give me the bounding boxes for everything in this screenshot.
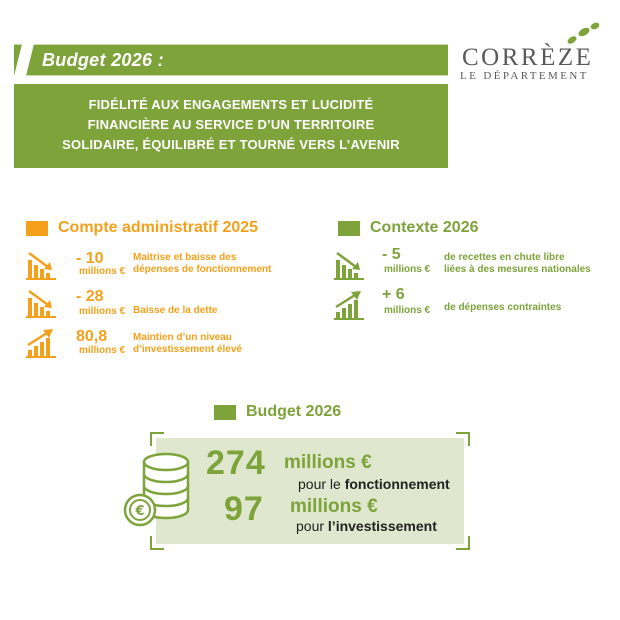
correze-logo bbox=[458, 20, 608, 90]
green-square bbox=[214, 405, 236, 420]
compte-title: Compte administratif 2025 bbox=[58, 219, 259, 236]
compte-desc bbox=[133, 305, 217, 317]
compte-heading bbox=[26, 219, 258, 237]
chart-down-icon bbox=[26, 250, 58, 280]
svg-text:€: € bbox=[135, 504, 145, 519]
budget-title: Budget 2026 bbox=[246, 403, 342, 420]
fonctionnement-desc bbox=[298, 476, 450, 492]
frame-corner bbox=[456, 536, 470, 550]
investissement-value: 97 bbox=[224, 490, 264, 528]
compte-unit: millions € bbox=[79, 266, 126, 277]
subtitle-line: SOLIDAIRE, ÉQUILIBRÉ ET TOURNÉ VERS L’AVENIR bbox=[62, 137, 400, 152]
contexte-unit: millions € bbox=[384, 264, 431, 275]
compte-desc bbox=[133, 252, 271, 276]
desc-line: dépenses de fonctionnement bbox=[133, 264, 272, 275]
desc-line: Maitrise et baisse des bbox=[133, 252, 237, 263]
desc-bold: l’investissement bbox=[327, 518, 437, 534]
banner-tick bbox=[14, 44, 34, 76]
fonctionnement-value: 274 bbox=[206, 444, 266, 482]
desc-line: Baisse de la dette bbox=[133, 305, 218, 316]
contexte-desc bbox=[444, 302, 561, 314]
leaves-icon bbox=[562, 20, 602, 46]
compte-desc bbox=[133, 332, 242, 356]
desc-line: d’investissement élevé bbox=[133, 344, 242, 355]
subtitle-box bbox=[14, 84, 448, 168]
chart-down-icon bbox=[26, 288, 58, 318]
logo-subtitle: LE DÉPARTEMENT bbox=[460, 70, 589, 82]
compte-value: 80,8 bbox=[76, 328, 108, 345]
desc-bold: fonctionnement bbox=[344, 476, 450, 492]
logo-name: CORRÈZE bbox=[462, 44, 594, 71]
subtitle-line: FINANCIÈRE AU SERVICE D’UN TERRITOIRE bbox=[87, 117, 375, 132]
chart-up-icon bbox=[26, 328, 58, 358]
desc-prefix: pour bbox=[296, 518, 325, 534]
compte-value: - 10 bbox=[76, 250, 104, 267]
desc-prefix: pour le bbox=[298, 476, 341, 492]
chart-up-icon bbox=[334, 290, 366, 320]
contexte-desc bbox=[444, 252, 591, 276]
desc-line: de recettes en chute libre bbox=[444, 252, 565, 263]
subtitle-line: FIDÉLITÉ AUX ENGAGEMENTS ET LUCIDITÉ bbox=[88, 97, 374, 112]
compte-unit: millions € bbox=[79, 345, 126, 356]
contexte-value: - 5 bbox=[382, 246, 401, 263]
compte-value: - 28 bbox=[76, 288, 104, 305]
compte-unit: millions € bbox=[79, 306, 126, 317]
contexte-heading bbox=[338, 219, 479, 237]
budget-heading bbox=[214, 403, 341, 421]
chart-down-icon bbox=[334, 250, 366, 280]
investissement-desc bbox=[296, 518, 437, 534]
contexte-title: Contexte 2026 bbox=[370, 219, 479, 236]
investissement-unit: millions € bbox=[290, 496, 378, 517]
coins-euro-icon bbox=[122, 446, 194, 534]
budget-frame bbox=[135, 432, 470, 550]
orange-square bbox=[26, 221, 48, 236]
desc-line: de dépenses contraintes bbox=[444, 302, 562, 313]
desc-line: Maintien d’un niveau bbox=[133, 332, 232, 343]
frame-corner bbox=[150, 432, 164, 446]
frame-corner bbox=[456, 432, 470, 446]
fonctionnement-unit: millions € bbox=[284, 452, 372, 473]
contexte-value: + 6 bbox=[382, 286, 405, 303]
green-square bbox=[338, 221, 360, 236]
desc-line: liées à des mesures nationales bbox=[444, 264, 591, 275]
title-banner bbox=[14, 44, 448, 76]
contexte-unit: millions € bbox=[384, 305, 431, 316]
frame-corner bbox=[150, 536, 164, 550]
page-title: Budget 2026 : bbox=[42, 50, 164, 70]
